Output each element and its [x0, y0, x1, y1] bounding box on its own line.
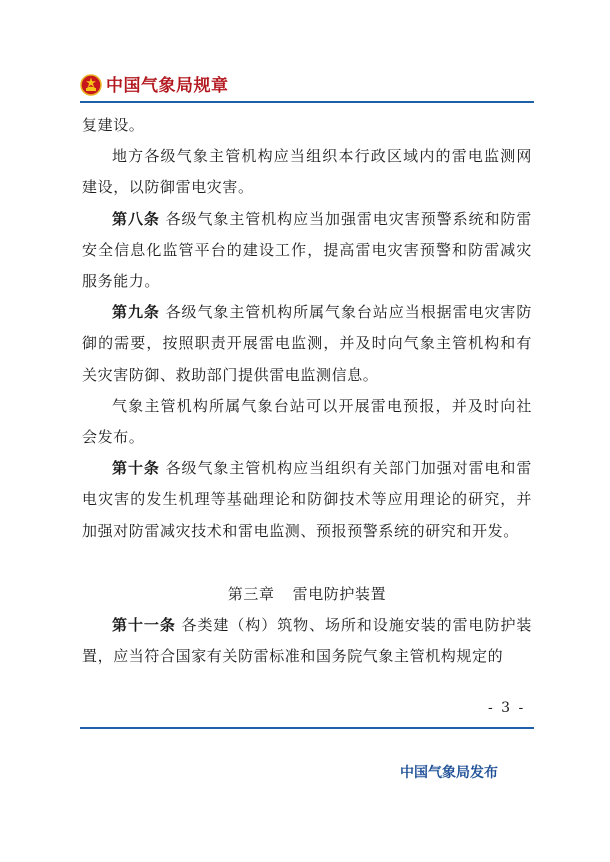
paragraph-text: 各级气象主管机构应当组织有关部门加强对雷电和雷电灾害的发生机理等基础理论和防御技术等应用理论的研究，并加强对防雷减灾技术和雷电监测、预报预警系统的研究和开发。 [82, 459, 532, 540]
document-body [82, 110, 532, 672]
article-number: 第八条 [112, 209, 160, 228]
paragraph-text: 各级气象主管机构应当加强雷电灾害预警系统和防雷安全信息化监管平台的建设工作，提高雷电灾害预警和防雷减灾服务能力。 [82, 209, 532, 291]
paragraph-text: 复建设。 [82, 116, 145, 134]
national-emblem-icon [80, 74, 102, 96]
chapter-number: 第三章 [227, 584, 275, 603]
paragraph-text: 地方各级气象主管机构应当组织本行政区域内的雷电监测网建设，以防御雷电灾害。 [82, 147, 532, 197]
paragraph [82, 141, 532, 203]
page-header [80, 74, 534, 104]
paragraph [82, 110, 532, 141]
header-rule [80, 101, 534, 103]
article-number: 第九条 [112, 303, 160, 322]
article-number: 第十条 [112, 459, 160, 478]
article-8 [82, 204, 532, 298]
spacer [82, 547, 532, 563]
paragraph-text: 各类建（构）筑物、场所和设施安装的雷电防护装置，应当符合国家有关防雷标准和国务院气象主管机构规定的 [82, 616, 532, 666]
article-11 [82, 610, 532, 672]
article-number: 第十一条 [112, 616, 176, 635]
paragraph [82, 391, 532, 453]
article-9 [82, 297, 532, 391]
chapter-heading [82, 579, 532, 610]
paragraph-text: 各级气象主管机构所属气象台站应当根据雷电灾害防御的需要，按照职责开展雷电监测，并及时向气象主管机构和有关灾害防御、救助部门提供雷电监测信息。 [82, 303, 532, 384]
footer-publisher: 中国气象局发布 [400, 765, 498, 781]
page-number: - 3 - [488, 700, 526, 716]
paragraph-text: 气象主管机构所属气象台站可以开展雷电预报，并及时向社会发布。 [82, 396, 532, 447]
header-title: 中国气象局规章 [106, 76, 229, 96]
footer-rule [80, 727, 534, 729]
spacer [82, 563, 532, 579]
chapter-title: 雷电防护装置 [292, 584, 387, 603]
article-10 [82, 453, 532, 547]
